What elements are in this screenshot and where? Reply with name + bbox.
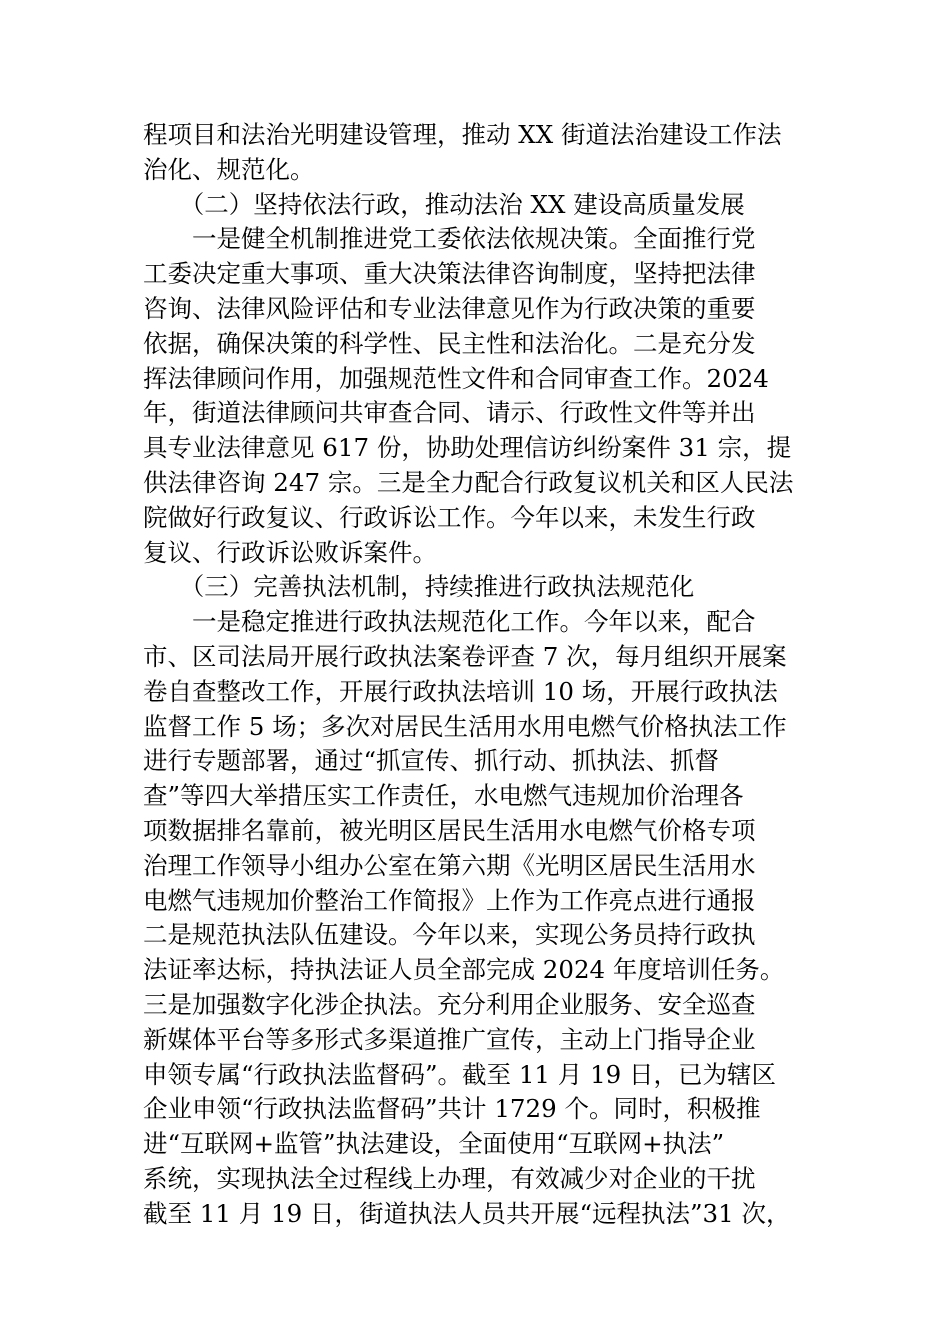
text-line: 院做好行政复议、行政诉讼工作。今年以来，未发生行政 xyxy=(143,502,756,532)
text-line: 治化、规范化。 xyxy=(143,154,315,184)
text-line: 年，街道法律顾问共审查合同、请示、行政性文件等并出 xyxy=(143,398,756,428)
text-line: 三是加强数字化涉企执法。充分利用企业服务、安全巡查 xyxy=(143,989,756,1019)
text-line: 依据，确保决策的科学性、民主性和法治化。二是充分发 xyxy=(143,328,756,358)
text-line: 复议、行政诉讼败诉案件。 xyxy=(143,537,437,567)
text-line: 咨询、法律风险评估和专业法律意见作为行政决策的重要 xyxy=(143,293,756,323)
text-line: 监督工作 5 场；多次对居民生活用水用电燃气价格执法工作 xyxy=(143,711,787,741)
text-line: 程项目和法治光明建设管理，推动 XX 街道法治建设工作法 xyxy=(143,120,782,149)
text-line: 一是稳定推进行政执法规范化工作。今年以来，配合 xyxy=(143,607,756,637)
text-line: 卷自查整改工作，开展行政执法培训 10 场，开展行政执法 xyxy=(143,676,778,706)
section-heading: （三）完善执法机制，持续推进行政执法规范化 xyxy=(143,572,695,602)
text-line: 一是健全机制推进党工委依法依规决策。全面推行党 xyxy=(143,224,756,254)
text-line: 新媒体平台等多形式多渠道推广宣传，主动上门指导企业 xyxy=(143,1024,756,1054)
text-line: 查”等四大举措压实工作责任，水电燃气违规加价治理各 xyxy=(143,781,744,811)
text-line: 电燃气违规加价整治工作简报》上作为工作亮点进行通报 xyxy=(143,885,756,915)
text-line: 法证率达标，持执法证人员全部完成 2024 年度培训任务。 xyxy=(143,955,785,985)
text-line: 具专业法律意见 617 份，协助处理信访纠纷案件 31 宗，提 xyxy=(143,433,792,463)
text-line: 治理工作领导小组办公室在第六期《光明区居民生活用水 xyxy=(143,850,756,880)
text-line: 供法律咨询 247 宗。三是全力配合行政复议机关和区人民法 xyxy=(143,467,794,497)
text-line: 市、区司法局开展行政执法案卷评查 7 次，每月组织开展案 xyxy=(143,641,787,671)
text-line: 项数据排名靠前，被光明区居民生活用水电燃气价格专项 xyxy=(143,815,756,845)
text-line: 进行专题部署，通过“抓宣传、抓行动、抓执法、抓督 xyxy=(143,746,720,776)
text-line: 申领专属“行政执法监督码”。截至 11 月 19 日，已为辖区 xyxy=(143,1059,777,1089)
document-body xyxy=(143,118,807,1232)
text-line: 二是规范执法队伍建设。今年以来，实现公务员持行政执 xyxy=(143,920,756,950)
text-line: 进“互联网+监管”执法建设，全面使用“互联网+执法” xyxy=(143,1129,725,1159)
text-line: 截至 11 月 19 日，街道执法人员共开展“远程执法”31 次， xyxy=(143,1198,791,1228)
text-line: 系统，实现执法全过程线上办理，有效减少对企业的干扰 xyxy=(143,1163,756,1193)
text-line: 挥法律顾问作用，加强规范性文件和合同审查工作。2024 xyxy=(143,363,769,393)
section-heading: （二）坚持依法行政，推动法治 XX 建设高质量发展 xyxy=(143,189,745,219)
text-line: 工委决定重大事项、重大决策法律咨询制度，坚持把法律 xyxy=(143,259,756,289)
text-line: 企业申领“行政执法监督码”共计 1729 个。同时，积极推 xyxy=(143,1094,761,1124)
